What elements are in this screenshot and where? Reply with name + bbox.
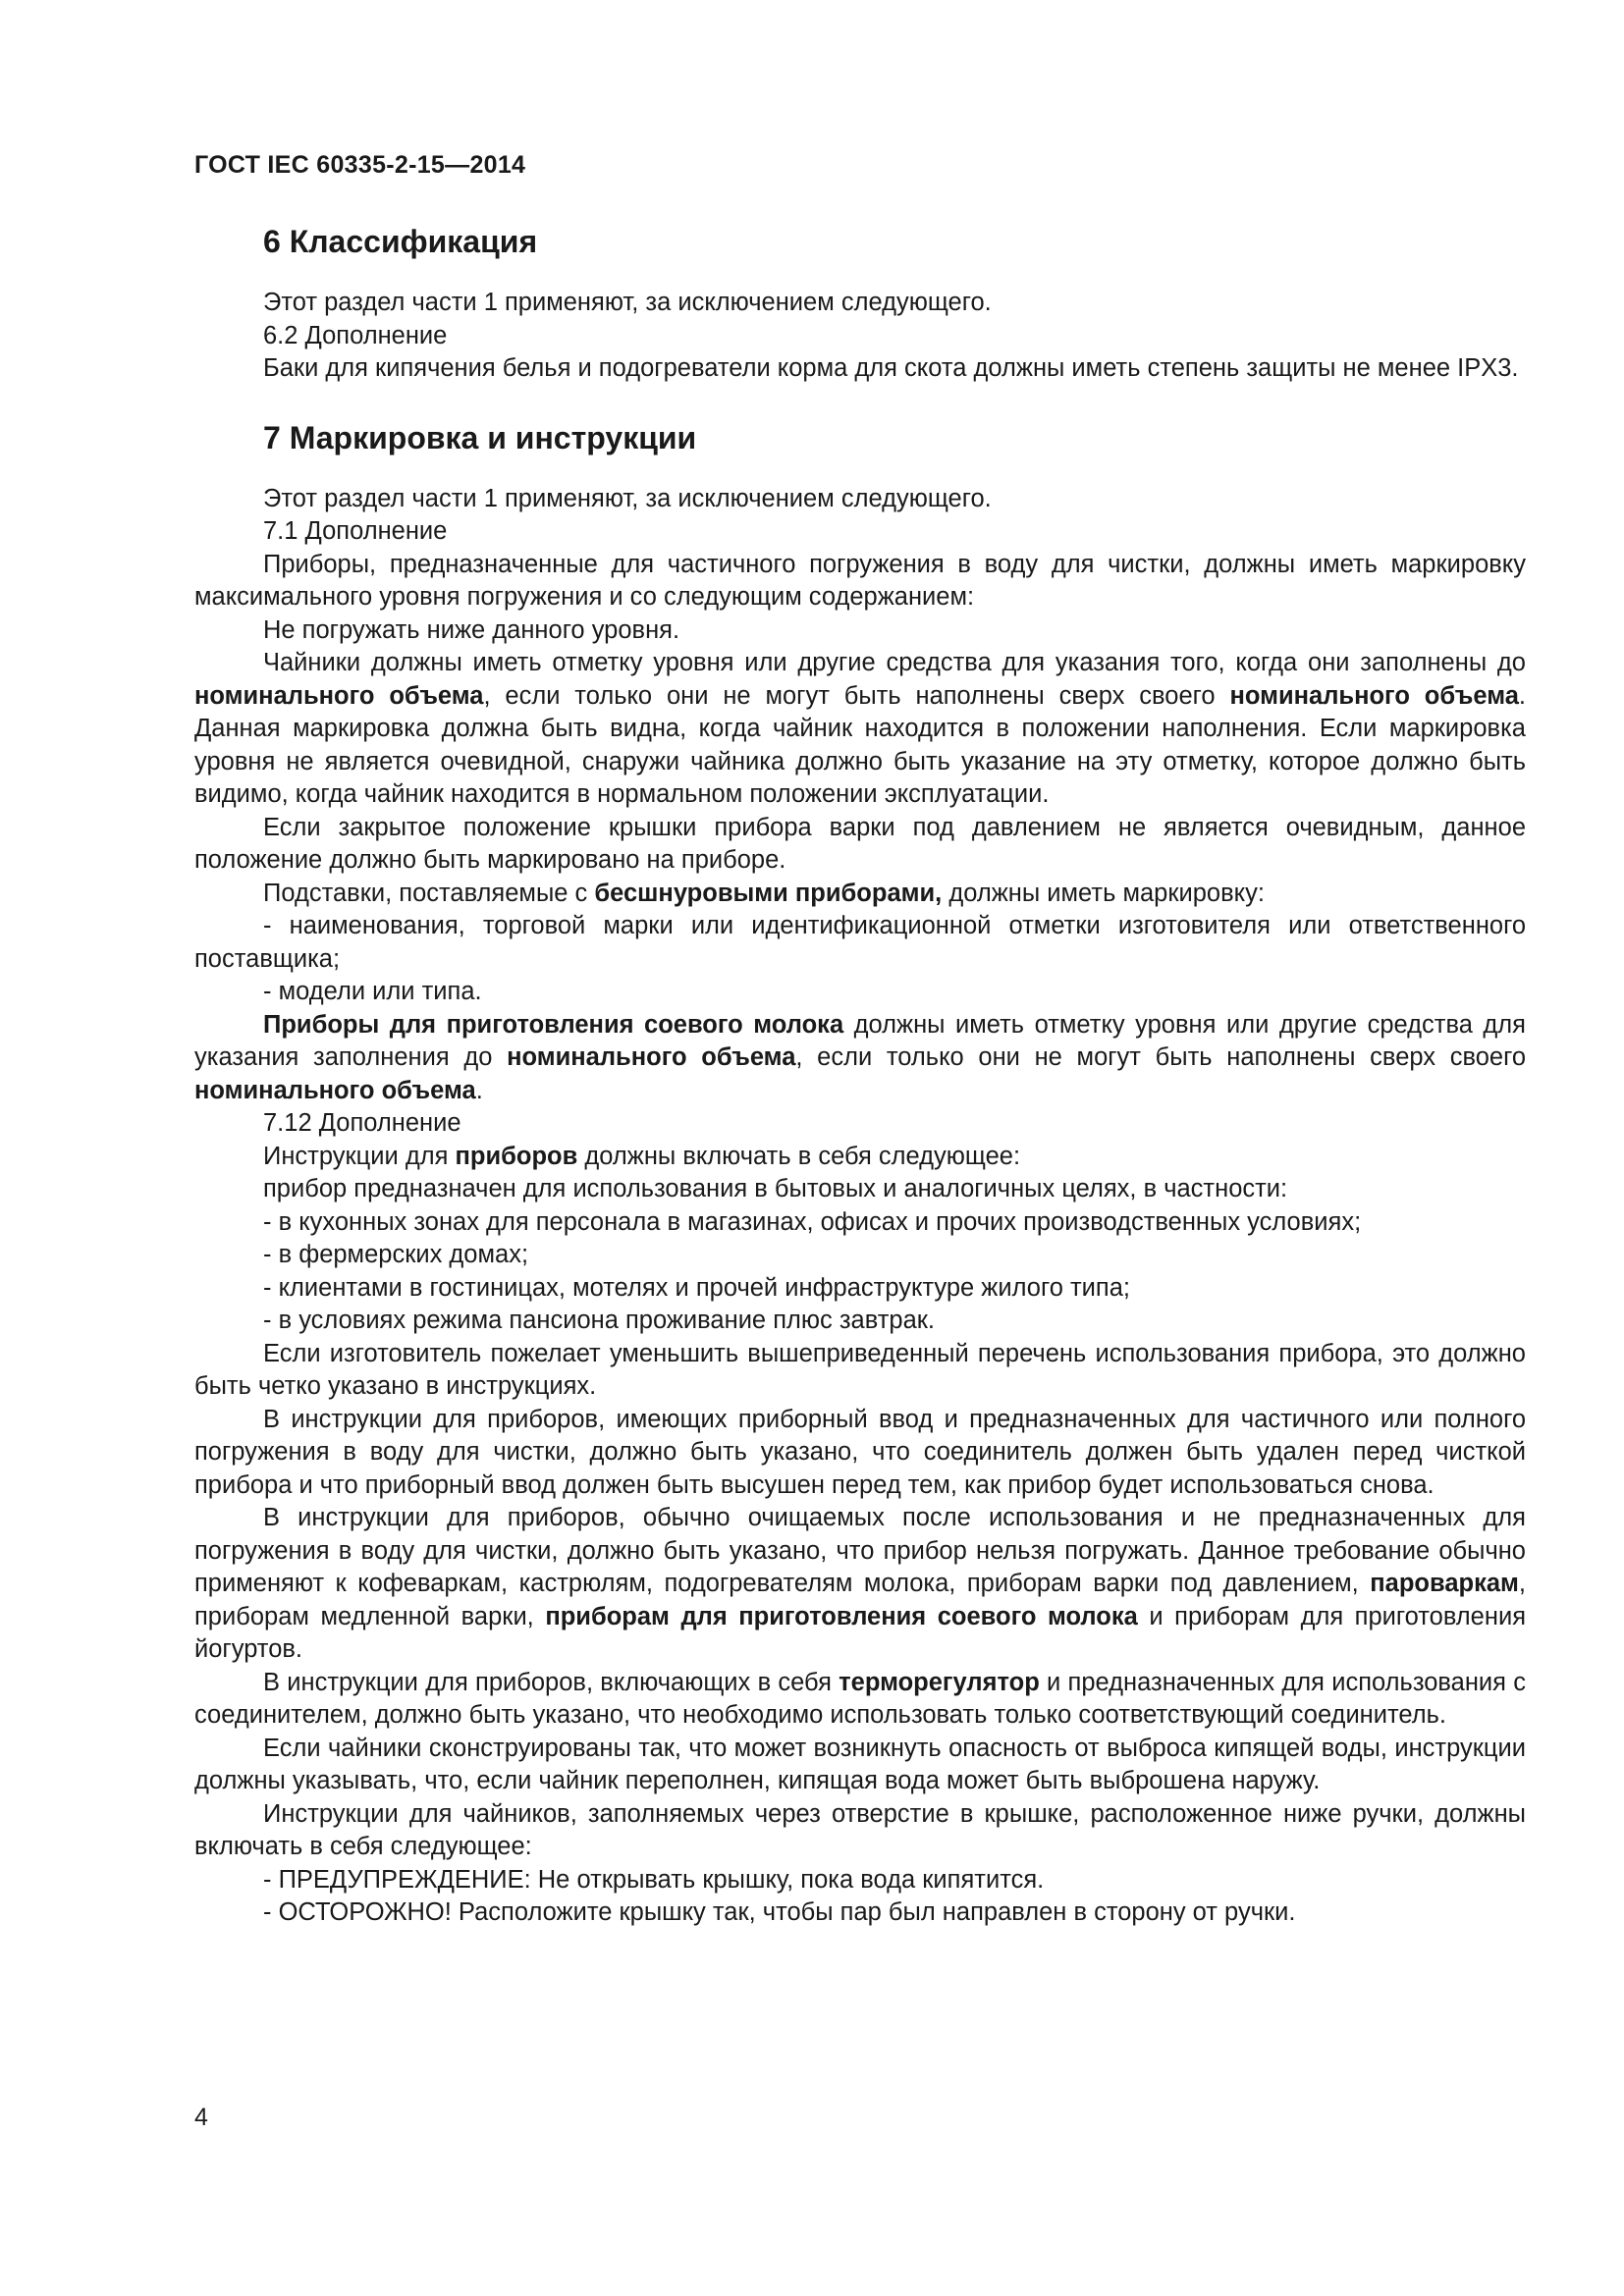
list-item: - ПРЕДУПРЕЖДЕНИЕ: Не открывать крышку, пока вода кипятится.: [263, 1865, 1045, 1894]
subsection-heading: 6.2 Дополнение: [263, 321, 448, 349]
paragraph: Приборы для приготовления соевого молока должны иметь отметку уровня или другие средства для указания заполнения до номинального объема, если только они не могут быть наполнены сверх своего номинального объема.: [194, 1010, 1527, 1104]
paragraph: В инструкции для приборов, обычно очищаемых после использования и не предназначенных для погружения в воду для чистки, должно быть указано, что прибор нельзя погружать. Данное требование обычно применяют к кофеваркам, кастрюлям, подогревателям молока, приборам варки под давлением, пароваркам, приборам медленной варки, приборам для приготовления соевого молока и приборам для приготовления йогуртов.: [194, 1504, 1527, 1663]
paragraph: Если закрытое положение крышки прибора варки под давлением не является очевидным, данное положение должно быть маркировано на приборе.: [194, 813, 1526, 874]
defined-term: бесшнуровыми приборами,: [594, 879, 943, 907]
list-item: - в фермерских домах;: [263, 1241, 529, 1268]
paragraph: Если изготовитель пожелает уменьшить вышеприведенный перечень использования прибора, это должно быть четко указано в инструкциях.: [194, 1339, 1526, 1400]
section-title-classification: 6 Классификация: [263, 224, 538, 259]
defined-term: Приборы для приготовления соевого молока: [263, 1010, 844, 1039]
list-item: - клиентами в гостиницах, мотелях и прочей инфраструктуре жилого типа;: [263, 1273, 1130, 1302]
list-item: - в кухонных зонах для персонала в магазинах, офисах и прочих производственных условиях;: [263, 1207, 1362, 1236]
page-number: 4: [194, 2104, 208, 2131]
paragraph: Этот раздел части 1 применяют, за исключением следующего.: [263, 484, 992, 512]
paragraph: Не погружать ниже данного уровня.: [263, 615, 680, 644]
defined-term: номинального объема: [1229, 681, 1519, 710]
paragraph: Баки для кипячения белья и подогреватели корма для скота должны иметь степень защиты не менее IPX3.: [263, 354, 1519, 382]
standard-code-header: ГОСТ IEC 60335-2-15—2014: [194, 151, 526, 179]
defined-term: номинального объема: [194, 1076, 476, 1104]
list-item: - наименования, торговой марки или идентификационной отметки изготовителя или ответственного поставщика;: [194, 912, 1526, 973]
paragraph: В инструкции для приборов, включающих в себя терморегулятор и предназначенных для использования с соединителем, должно быть указано, что необходимо использовать только соответствующий соединитель.: [194, 1668, 1526, 1729]
paragraph: Если чайники сконструированы так, что может возникнуть опасность от выброса кипящей воды, инструкции должны указывать, что, если чайник переполнен, кипящая вода может быть выброшена наружу.: [194, 1734, 1526, 1794]
paragraph: Этот раздел части 1 применяют, за исключением следующего.: [263, 289, 992, 316]
list-item: - модели или типа.: [263, 978, 482, 1005]
defined-term: номинального объема: [507, 1043, 796, 1071]
section-title-marking: 7 Маркировка и инструкции: [263, 419, 697, 455]
paragraph: прибор предназначен для использования в бытовых и аналогичных целях, в частности:: [263, 1175, 1288, 1202]
paragraph: Подставки, поставляемые с бесшнуровыми приборами, должны иметь маркировку:: [263, 879, 1265, 907]
paragraph: Инструкции для приборов должны включать в себя следующее:: [263, 1142, 1021, 1170]
defined-term: номинального объема: [194, 681, 484, 710]
defined-term: терморегулятор: [839, 1668, 1040, 1696]
list-item: - в условиях режима пансиона проживание плюс завтрак.: [263, 1307, 935, 1334]
subsection-heading: 7.1 Дополнение: [263, 517, 448, 545]
paragraph: Чайники должны иметь отметку уровня или другие средства для указания того, когда они заполнены до номинального объема, если только они не могут быть наполнены сверх своего номинального объема. Данная маркировка должна быть видна, когда чайник находится в положении наполнения. Если маркировка уровня не является очевидной, снаружи чайника должно быть указание на эту отметку, которое должно быть видимо, когда чайник находится в нормальном положении эксплуатации.: [194, 649, 1526, 808]
list-item: - ОСТОРОЖНО! Расположите крышку так, чтобы пар был направлен в сторону от ручки.: [263, 1898, 1296, 1926]
defined-term: приборам для приготовления соевого молока: [545, 1602, 1138, 1630]
defined-term: приборов: [455, 1142, 578, 1170]
subsection-heading: 7.12 Дополнение: [263, 1109, 461, 1137]
paragraph: Приборы, предназначенные для частичного погружения в воду для чистки, должны иметь маркировку максимального уровня погружения и со следующим содержанием:: [194, 550, 1526, 611]
defined-term: пароваркам: [1370, 1570, 1519, 1597]
paragraph: Инструкции для чайников, заполняемых через отверстие в крышке, расположенное ниже ручки, должны включать в себя следующее:: [194, 1799, 1526, 1860]
document-body: [194, 222, 1526, 1930]
paragraph: В инструкции для приборов, имеющих приборный ввод и предназначенных для частичного или полного погружения в воду для чистки, должно быть указано, что соединитель должен быть удален перед чисткой прибора и что приборный ввод должен быть высушен перед тем, как прибор будет использоваться снова.: [194, 1405, 1526, 1499]
